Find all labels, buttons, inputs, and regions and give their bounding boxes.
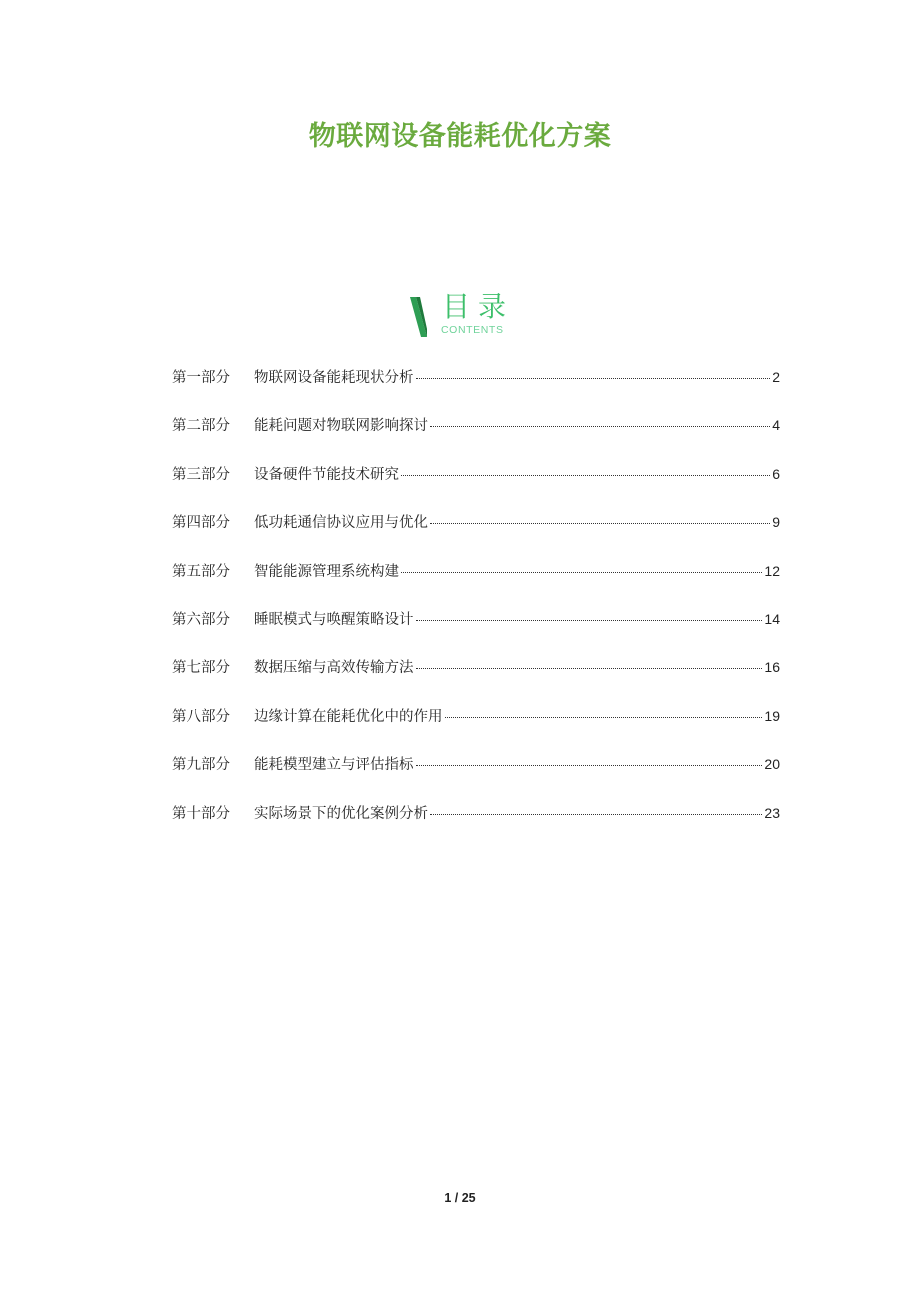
toc-dot-leader	[416, 378, 771, 379]
toc-dot-leader	[445, 717, 763, 718]
toc-entry-title: 能耗模型建立与评估指标	[254, 757, 414, 774]
toc-entry-part: 第八部分	[172, 708, 230, 725]
toc-entry-1[interactable]	[172, 366, 780, 414]
toc-entry-part: 第六部分	[172, 611, 230, 628]
toc-entry-4[interactable]	[172, 511, 780, 559]
toc-entry-7[interactable]	[172, 656, 780, 704]
toc-entry-title: 边缘计算在能耗优化中的作用	[254, 708, 443, 725]
toc-entry-title: 物联网设备能耗现状分析	[254, 370, 414, 386]
toc-entry-2[interactable]	[172, 414, 780, 462]
toc-entry-page: 12	[764, 562, 780, 579]
toc-entry-5[interactable]	[172, 560, 780, 608]
toc-entry-8[interactable]	[172, 705, 780, 753]
toc-entry-page: 19	[764, 707, 780, 724]
toc-dot-leader	[430, 426, 770, 427]
toc-entry-page: 14	[764, 610, 780, 627]
toc-entry-title: 能耗问题对物联网影响探讨	[254, 418, 428, 435]
toc-entry-title: 智能能源管理系统构建	[254, 563, 399, 580]
toc-entry-part: 第五部分	[172, 563, 230, 580]
toc-dot-leader	[416, 668, 763, 669]
toc-entry-title: 设备硬件节能技术研究	[254, 466, 399, 483]
toc-entry-page: 16	[764, 659, 780, 676]
toc-subheading-text: CONTENTS	[441, 324, 504, 336]
toc-dot-leader	[401, 572, 762, 573]
toc-entry-part: 第三部分	[172, 466, 230, 483]
page-number: 1 / 25	[444, 1191, 476, 1205]
toc-entry-part: 第二部分	[172, 418, 230, 435]
toc-entry-page: 23	[764, 804, 780, 821]
toc-dot-leader	[416, 620, 763, 621]
toc-dot-leader	[416, 765, 763, 766]
toc-dot-leader	[430, 523, 770, 524]
toc-heading-text: 目录	[442, 290, 515, 323]
toc-entry-title: 实际场景下的优化案例分析	[254, 805, 428, 822]
toc-entry-page: 9	[772, 514, 780, 531]
toc-entry-10[interactable]	[172, 802, 780, 850]
toc-entry-part: 第七部分	[172, 660, 230, 677]
document-title: 物联网设备能耗优化方案	[308, 121, 612, 152]
toc-entry-title: 睡眠模式与唤醒策略设计	[254, 611, 414, 628]
toc-entry-part: 第一部分	[172, 370, 230, 386]
table-of-contents	[172, 366, 780, 850]
toc-entry-page: 6	[772, 465, 780, 482]
toc-dot-leader	[401, 475, 770, 476]
toc-entry-part: 第九部分	[172, 757, 230, 774]
toc-entry-title: 数据压缩与高效传输方法	[254, 660, 414, 677]
toc-entry-page: 4	[772, 417, 780, 434]
toc-dot-leader	[430, 814, 762, 815]
toc-entry-part: 第十部分	[172, 805, 230, 822]
toc-entry-9[interactable]	[172, 753, 780, 801]
toc-entry-6[interactable]	[172, 608, 780, 656]
toc-entry-page: 20	[764, 756, 780, 773]
toc-entry-title: 低功耗通信协议应用与优化	[254, 515, 428, 532]
toc-heading	[402, 290, 542, 341]
toc-entry-page: 2	[772, 369, 780, 385]
toc-entry-part: 第四部分	[172, 515, 230, 532]
toc-accent-bar-icon	[408, 297, 428, 337]
toc-entry-3[interactable]	[172, 463, 780, 511]
